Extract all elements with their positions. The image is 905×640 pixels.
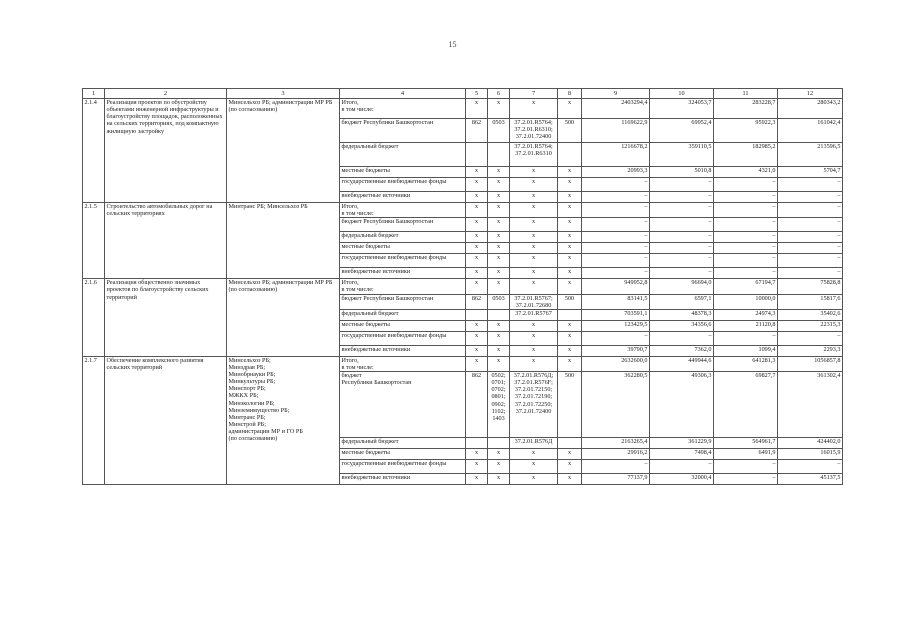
column-number-row (83, 89, 843, 99)
col-8-value: 500 (558, 294, 582, 309)
funding-source: государственные внебюджетные фонды (340, 460, 466, 474)
funding-source: Итого, в том числе: (340, 203, 466, 218)
col-9-value: 2632600,0 (582, 356, 650, 371)
budget-table-body (83, 89, 843, 485)
col-10-value: 32000,4 (650, 474, 714, 485)
col-10-value: 34356,6 (650, 320, 714, 331)
col-8-value (558, 438, 582, 449)
col-8-value: x (558, 192, 582, 203)
col-10-value: – (650, 254, 714, 268)
col-7-value: x (510, 99, 558, 119)
col-9-value: – (582, 243, 650, 254)
funding-source: Итого, в том числе: (340, 356, 466, 371)
col-12-value: 161042,4 (778, 119, 843, 143)
col-10-value: 96694,0 (650, 279, 714, 294)
col-11-value: 10000,0 (714, 294, 778, 309)
col-7-value: 37.2.01.R5767; 37.2.01.72680 (510, 294, 558, 309)
col-10-value: – (650, 268, 714, 279)
col-11-value: – (714, 474, 778, 485)
col-9-value: 2163265,4 (582, 438, 650, 449)
funding-source: государственные внебюджетные фонды (340, 178, 466, 192)
col-9-value: – (582, 232, 650, 243)
col-7-value: 37.2.01.R576Д (510, 438, 558, 449)
page-number: 15 (448, 40, 457, 49)
col-10-value: – (650, 203, 714, 218)
col-5-value: x (466, 474, 488, 485)
col-10-value: 361229,9 (650, 438, 714, 449)
col-8-value: x (558, 232, 582, 243)
section-title: Строительство автомобильных дорог на сельских территориях (105, 203, 227, 279)
col-12-value: 2293,3 (778, 345, 843, 356)
col-10-value: 5010,8 (650, 167, 714, 178)
col-5-value (466, 309, 488, 320)
column-number-10: 10 (650, 89, 714, 99)
col-7-value: x (510, 254, 558, 268)
funding-source: местные бюджеты (340, 167, 466, 178)
col-8-value (558, 143, 582, 167)
funding-source: местные бюджеты (340, 243, 466, 254)
table-row (83, 203, 843, 218)
section-id: 2.1.6 (83, 279, 105, 357)
col-9-value: 20993,3 (582, 167, 650, 178)
col-10-value: – (650, 243, 714, 254)
col-8-value: x (558, 449, 582, 460)
col-6-value: x (488, 449, 510, 460)
section-title: Реализация общественно значимых проектов по благоустройству сельских территорий (105, 279, 227, 357)
col-8-value (558, 309, 582, 320)
column-number-8: 8 (558, 89, 582, 99)
budget-table (82, 88, 843, 485)
col-12-value: – (778, 243, 843, 254)
col-9-value: 123429,5 (582, 320, 650, 331)
col-11-value: 182985,2 (714, 143, 778, 167)
col-11-value: – (714, 203, 778, 218)
col-7-value: x (510, 243, 558, 254)
col-11-value: 641281,3 (714, 356, 778, 371)
col-8-value: x (558, 345, 582, 356)
col-10-value: – (650, 331, 714, 345)
col-9-value: 29916,2 (582, 449, 650, 460)
col-9-value: – (582, 218, 650, 232)
col-10-value: 324053,7 (650, 99, 714, 119)
col-8-value: 500 (558, 372, 582, 438)
column-number-11: 11 (714, 89, 778, 99)
col-12-value: – (778, 178, 843, 192)
col-7-value: x (510, 474, 558, 485)
column-number-6: 6 (488, 89, 510, 99)
col-11-value: 6491,9 (714, 449, 778, 460)
column-number-4: 4 (340, 89, 466, 99)
col-6-value: x (488, 331, 510, 345)
col-11-value: – (714, 331, 778, 345)
col-11-value: – (714, 232, 778, 243)
col-10-value: 359110,5 (650, 143, 714, 167)
col-9-value: 39790,7 (582, 345, 650, 356)
col-9-value: 2403294,4 (582, 99, 650, 119)
column-number-1: 1 (83, 89, 105, 99)
column-number-2: 2 (105, 89, 227, 99)
col-12-value: – (778, 460, 843, 474)
col-11-value: 67194,7 (714, 279, 778, 294)
col-9-value: 83141,5 (582, 294, 650, 309)
col-6-value: x (488, 243, 510, 254)
col-7-value: x (510, 279, 558, 294)
col-8-value: x (558, 356, 582, 371)
col-10-value: – (650, 218, 714, 232)
col-11-value: – (714, 243, 778, 254)
col-5-value: x (466, 345, 488, 356)
section-executors: Минсельхоз РБ; администрации МР РБ (по согласованию) (227, 99, 340, 203)
column-number-5: 5 (466, 89, 488, 99)
col-7-value: x (510, 268, 558, 279)
col-8-value: x (558, 178, 582, 192)
col-7-value: 37.2.01.R5767 (510, 309, 558, 320)
col-7-value: x (510, 203, 558, 218)
section-id: 2.1.4 (83, 99, 105, 203)
col-9-value: – (582, 254, 650, 268)
section-executors: Минтранс РБ; Минсельхоз РБ (227, 203, 340, 279)
col-5-value: x (466, 243, 488, 254)
col-8-value: x (558, 474, 582, 485)
col-5-value: x (466, 449, 488, 460)
col-6-value: x (488, 178, 510, 192)
col-5-value: x (466, 232, 488, 243)
col-8-value: x (558, 167, 582, 178)
col-12-value: – (778, 232, 843, 243)
funding-source: местные бюджеты (340, 320, 466, 331)
table-row (83, 99, 843, 119)
funding-source: бюджет Республики Башкортостан (340, 119, 466, 143)
funding-source: внебюджетные источники (340, 474, 466, 485)
col-6-value: 0502; 0701; 0702; 0801; 0902; 1102; 1403 (488, 372, 510, 438)
table-row (83, 356, 843, 371)
col-12-value: 361302,4 (778, 372, 843, 438)
col-5-value (466, 143, 488, 167)
funding-source: внебюджетные источники (340, 192, 466, 203)
col-12-value: 5704,7 (778, 167, 843, 178)
col-11-value: 283228,7 (714, 99, 778, 119)
col-11-value: – (714, 178, 778, 192)
col-9-value: 77137,9 (582, 474, 650, 485)
col-6-value: x (488, 279, 510, 294)
col-8-value: x (558, 460, 582, 474)
col-6-value: x (488, 99, 510, 119)
col-6-value: x (488, 268, 510, 279)
col-7-value: 37.2.01.R5764; 37.2.01.R6310; 37.2.01.72400 (510, 119, 558, 143)
table-row (83, 279, 843, 294)
col-12-value: – (778, 254, 843, 268)
col-6-value: x (488, 356, 510, 371)
col-5-value: x (466, 320, 488, 331)
col-8-value: x (558, 99, 582, 119)
col-5-value: x (466, 268, 488, 279)
col-12-value: 213596,5 (778, 143, 843, 167)
col-10-value: 6597,1 (650, 294, 714, 309)
col-6-value: x (488, 460, 510, 474)
col-12-value: 35402,6 (778, 309, 843, 320)
funding-source: внебюджетные источники (340, 268, 466, 279)
col-10-value: 48378,3 (650, 309, 714, 320)
col-5-value: x (466, 218, 488, 232)
col-6-value: x (488, 218, 510, 232)
col-7-value: 37.2.01.R5764; 37.2.01.R6310 (510, 143, 558, 167)
funding-source: Итого, в том числе: (340, 279, 466, 294)
col-11-value: 564961,7 (714, 438, 778, 449)
funding-source: бюджет Республики Башкортостан (340, 372, 466, 438)
col-6-value: 0503 (488, 119, 510, 143)
col-12-value: 75828,8 (778, 279, 843, 294)
col-6-value: x (488, 254, 510, 268)
col-11-value: – (714, 460, 778, 474)
col-10-value: 7362,0 (650, 345, 714, 356)
col-9-value: 362280,5 (582, 372, 650, 438)
col-12-value: 22315,3 (778, 320, 843, 331)
col-5-value: x (466, 331, 488, 345)
col-11-value: 69827,7 (714, 372, 778, 438)
col-10-value: – (650, 232, 714, 243)
funding-source: федеральный бюджет (340, 143, 466, 167)
col-9-value: – (582, 268, 650, 279)
col-7-value: x (510, 218, 558, 232)
section-id: 2.1.7 (83, 356, 105, 484)
col-8-value: x (558, 331, 582, 345)
funding-source: федеральный бюджет (340, 232, 466, 243)
section-id: 2.1.5 (83, 203, 105, 279)
col-5-value: x (466, 203, 488, 218)
col-7-value: x (510, 232, 558, 243)
col-10-value: – (650, 460, 714, 474)
col-8-value: x (558, 279, 582, 294)
col-11-value: 95922,3 (714, 119, 778, 143)
col-11-value: – (714, 218, 778, 232)
col-8-value: x (558, 254, 582, 268)
col-6-value: x (488, 474, 510, 485)
col-6-value: x (488, 320, 510, 331)
col-12-value: – (778, 268, 843, 279)
budget-table-container (82, 88, 842, 542)
column-number-9: 9 (582, 89, 650, 99)
col-8-value: x (558, 218, 582, 232)
col-10-value: 69952,4 (650, 119, 714, 143)
col-6-value (488, 309, 510, 320)
col-7-value: x (510, 178, 558, 192)
col-9-value: – (582, 460, 650, 474)
col-5-value: x (466, 356, 488, 371)
col-6-value: 0503 (488, 294, 510, 309)
funding-source: внебюджетные источники (340, 345, 466, 356)
col-10-value: 449944,6 (650, 356, 714, 371)
col-9-value: 1216678,2 (582, 143, 650, 167)
funding-source: бюджет Республики Башкортостан (340, 294, 466, 309)
col-11-value: – (714, 192, 778, 203)
col-11-value: 1099,4 (714, 345, 778, 356)
column-number-7: 7 (510, 89, 558, 99)
col-5-value (466, 438, 488, 449)
col-12-value: – (778, 203, 843, 218)
col-11-value: – (714, 268, 778, 279)
funding-source: федеральный бюджет (340, 438, 466, 449)
funding-source: Итого, в том числе: (340, 99, 466, 119)
col-7-value: x (510, 167, 558, 178)
col-12-value: 16015,9 (778, 449, 843, 460)
col-9-value: 1169622,9 (582, 119, 650, 143)
col-11-value: 4321,0 (714, 167, 778, 178)
column-number-3: 3 (227, 89, 340, 99)
col-5-value: x (466, 99, 488, 119)
col-12-value: 45137,5 (778, 474, 843, 485)
col-7-value: x (510, 331, 558, 345)
col-11-value: – (714, 254, 778, 268)
section-executors: Минсельхоз РБ; администрации МР РБ (по согласованию) (227, 279, 340, 357)
section-title: Реализация проектов по обустройству объектами инженерной инфраструктуры и благоустройству площадок, расположенных на сельских территориях, под компактную жилищную застройку (105, 99, 227, 203)
col-9-value: – (582, 331, 650, 345)
col-7-value: x (510, 356, 558, 371)
col-5-value: x (466, 192, 488, 203)
col-8-value: x (558, 203, 582, 218)
col-5-value: x (466, 460, 488, 474)
col-5-value: 862 (466, 119, 488, 143)
col-11-value: 24974,3 (714, 309, 778, 320)
col-12-value: – (778, 331, 843, 345)
col-12-value: 1056857,8 (778, 356, 843, 371)
funding-source: бюджет Республики Башкортостан (340, 218, 466, 232)
col-12-value: – (778, 218, 843, 232)
funding-source: местные бюджеты (340, 449, 466, 460)
col-6-value: x (488, 232, 510, 243)
col-6-value: x (488, 192, 510, 203)
col-9-value: – (582, 178, 650, 192)
section-executors: Минсельхоз РБ; Минздрав РБ; Минобрнауки РБ; Минкультуры РБ; Минспорт РБ; МЖКХ РБ; Минэкологии РБ; Минземимущество РБ; Минтранс РБ; Минстрой РБ; администрации МР и ГО РБ (по согласованию) (227, 356, 340, 484)
col-5-value: 862 (466, 372, 488, 438)
col-9-value: 703591,1 (582, 309, 650, 320)
col-10-value: 49306,3 (650, 372, 714, 438)
col-7-value: x (510, 345, 558, 356)
col-6-value: x (488, 203, 510, 218)
col-6-value: x (488, 167, 510, 178)
col-7-value: x (510, 449, 558, 460)
col-5-value: x (466, 178, 488, 192)
col-7-value: x (510, 320, 558, 331)
column-number-12: 12 (778, 89, 843, 99)
col-9-value: – (582, 192, 650, 203)
col-8-value: x (558, 243, 582, 254)
col-5-value: x (466, 254, 488, 268)
col-10-value: 7498,4 (650, 449, 714, 460)
funding-source: федеральный бюджет (340, 309, 466, 320)
col-8-value: x (558, 268, 582, 279)
funding-source: государственные внебюджетные фонды (340, 254, 466, 268)
col-8-value: x (558, 320, 582, 331)
col-6-value: x (488, 345, 510, 356)
col-11-value: 21120,8 (714, 320, 778, 331)
col-7-value: x (510, 192, 558, 203)
col-7-value: 37.2.01.R576Д; 37.2.01.R576F; 37.2.01.72150; 37.2.01.72190; 37.2.01.72250; 37.2.01.72400 (510, 372, 558, 438)
col-5-value: 862 (466, 294, 488, 309)
col-5-value: x (466, 167, 488, 178)
col-10-value: – (650, 178, 714, 192)
col-6-value (488, 143, 510, 167)
col-12-value: 424402,0 (778, 438, 843, 449)
col-5-value: x (466, 279, 488, 294)
col-7-value: x (510, 460, 558, 474)
col-12-value: – (778, 192, 843, 203)
funding-source: государственные внебюджетные фонды (340, 331, 466, 345)
section-title: Обеспечение комплексного развития сельских территорий (105, 356, 227, 484)
col-9-value: – (582, 203, 650, 218)
col-12-value: 280343,2 (778, 99, 843, 119)
col-12-value: 15817,6 (778, 294, 843, 309)
col-10-value: – (650, 192, 714, 203)
col-6-value (488, 438, 510, 449)
col-9-value: 949952,8 (582, 279, 650, 294)
col-8-value: 500 (558, 119, 582, 143)
